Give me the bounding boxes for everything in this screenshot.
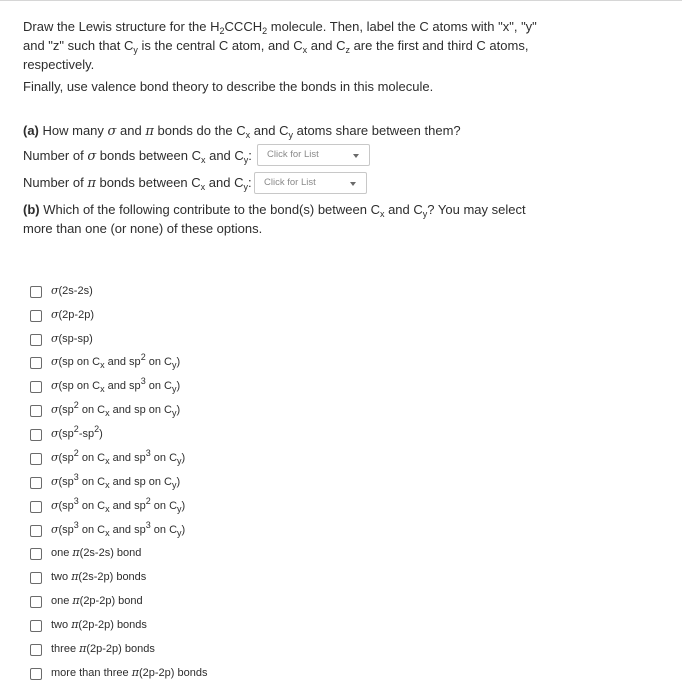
checkbox[interactable] <box>30 477 42 489</box>
option-label: $\sigma(sp^3$ on $C_x$ and sp on $C_y$) <box>51 472 181 490</box>
checkbox[interactable] <box>30 644 42 656</box>
option-label: one π(2p-2p) bond <box>51 594 143 607</box>
part-a-question: (a) How many σ and π bonds do the $C_x$ and $C_y$ atoms share between them? <box>23 123 461 140</box>
question-instruction: Finally, use valence bond theory to describe the bonds in this molecule. <box>23 79 434 94</box>
checkbox[interactable] <box>30 596 42 608</box>
sigma-bond-count-label: Number of σ bonds between $C_x$ and $C_y$: <box>23 148 252 165</box>
checkbox[interactable] <box>30 620 42 632</box>
checkbox[interactable] <box>30 286 42 298</box>
part-b-question: (b) Which of the following contribute to the bond(s) between $C_x$ and $C_y$? You may select more than one (or none) of these options. <box>23 202 526 236</box>
checkbox[interactable] <box>30 405 42 417</box>
option-label: σ(sp-sp) <box>51 332 93 345</box>
dropdown-placeholder: Click for List <box>267 149 319 160</box>
option-label: $\sigma(sp^2$ on $C_x$ and $sp^3$ on $C_y$) <box>51 448 186 466</box>
option-label: more than three π(2p-2p) bonds <box>51 666 208 679</box>
option-label: σ(2p-2p) <box>51 308 94 321</box>
checkbox[interactable] <box>30 453 42 465</box>
caret-down-icon <box>350 182 356 186</box>
pi-bond-count-label: Number of π bonds between $C_x$ and $C_y$: <box>23 175 252 192</box>
option-label: one π(2s-2s) bond <box>51 546 142 559</box>
option-label: three π(2p-2p) bonds <box>51 642 155 655</box>
option-label: two π(2s-2p) bonds <box>51 570 147 583</box>
checkbox[interactable] <box>30 381 42 393</box>
dropdown-placeholder: Click for List <box>264 177 316 188</box>
option-label: $\sigma(sp^3$ on $C_x$ and $sp^2$ on $C_y$) <box>51 496 186 514</box>
checkbox[interactable] <box>30 310 42 322</box>
checkbox[interactable] <box>30 334 42 346</box>
option-label: two π(2p-2p) bonds <box>51 618 147 631</box>
caret-down-icon <box>353 154 359 158</box>
option-label: $\sigma(sp^3$ on $C_x$ and $sp^3$ on $C_y$) <box>51 520 186 538</box>
checkbox[interactable] <box>30 525 42 537</box>
option-label: $\sigma(sp^2$ on $C_x$ and sp on $C_y$) <box>51 400 181 418</box>
pi-bond-count-dropdown[interactable] <box>254 172 367 194</box>
checkbox[interactable] <box>30 572 42 584</box>
option-label: σ(sp on $C_x$ and $sp^2$ on $C_y$) <box>51 352 181 370</box>
checkbox[interactable] <box>30 548 42 560</box>
top-divider <box>0 0 682 1</box>
checkbox[interactable] <box>30 501 42 513</box>
question-intro: Draw the Lewis structure for the $H_2CCCH_2$ molecule. Then, label the C atoms with "x", "y" and "z" such that $C_y$ is the central C atom, and $C_x$ and $C_z$ are the first and third C atoms, respectively. <box>23 19 537 72</box>
checkbox[interactable] <box>30 668 42 680</box>
checkbox[interactable] <box>30 357 42 369</box>
option-label: σ(2s-2s) <box>51 284 93 297</box>
option-label: σ(sp on $C_x$ and $sp^3$ on $C_y$) <box>51 376 181 394</box>
sigma-bond-count-dropdown[interactable] <box>257 144 370 166</box>
checkbox[interactable] <box>30 429 42 441</box>
option-label: $\sigma(sp^2-sp^2)$ <box>51 424 103 440</box>
